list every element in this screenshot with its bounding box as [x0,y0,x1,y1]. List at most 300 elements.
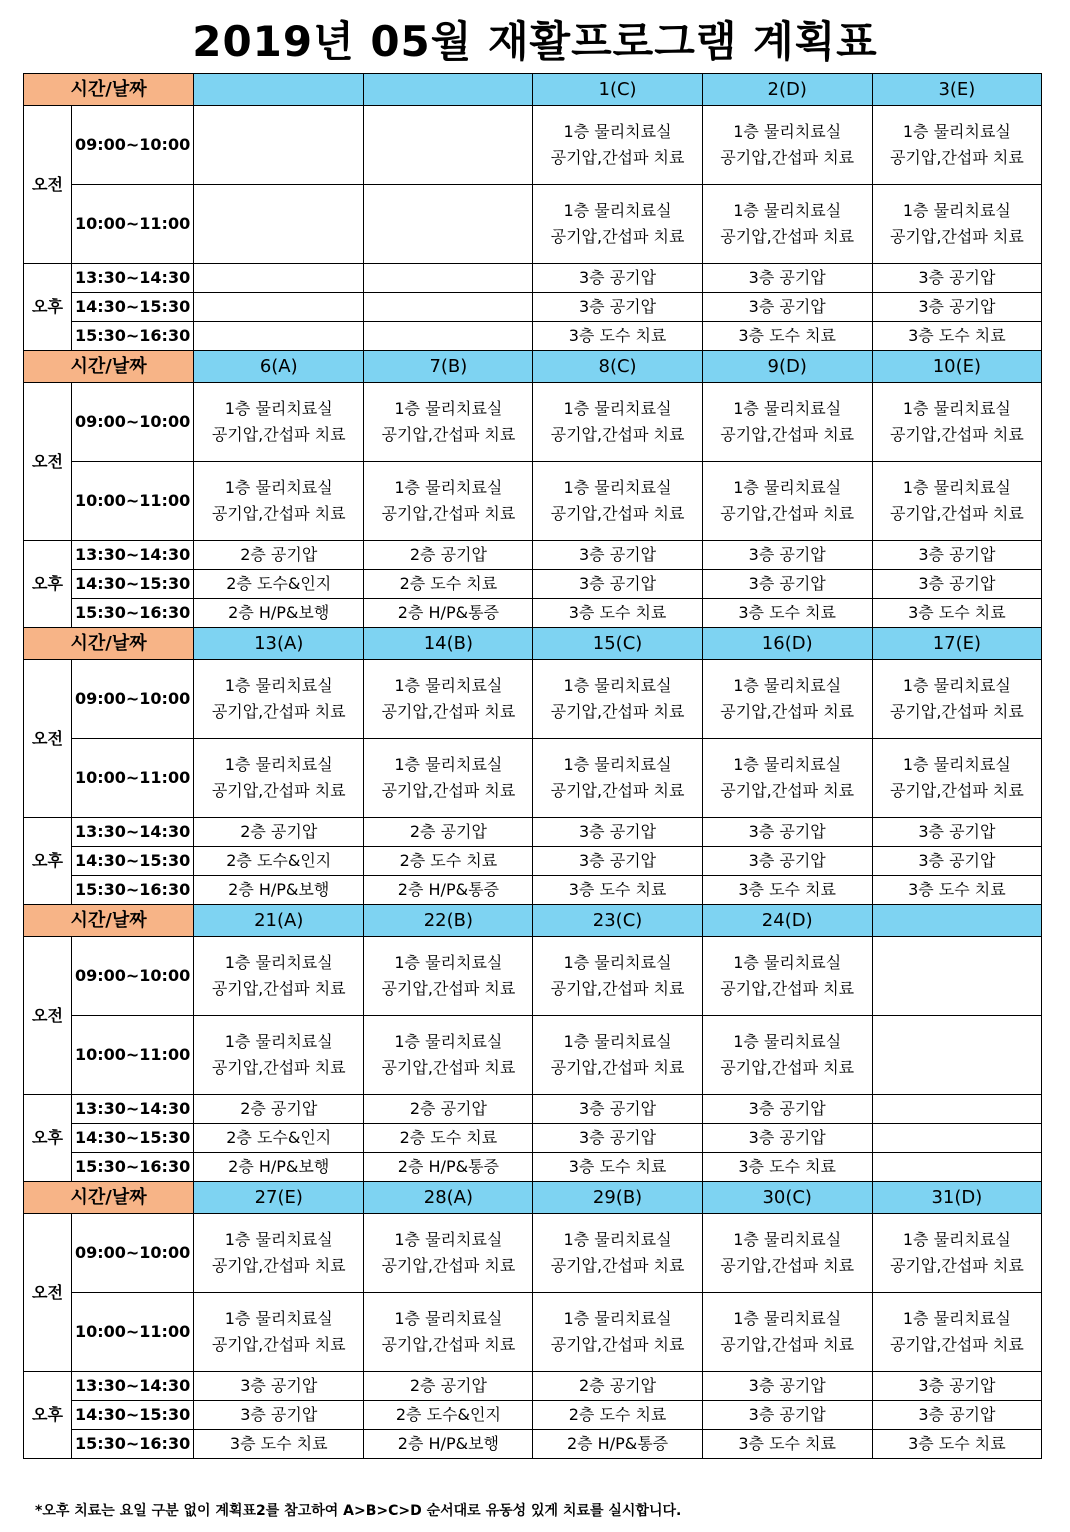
schedule-cell [533,185,702,264]
schedule-cell: 3층 도수 치료 [702,1430,872,1459]
week-header-row [24,1182,1042,1214]
slot-row [24,818,1042,847]
schedule-cell: 3층 공기압 [702,818,872,847]
room-label: 1층 물리치료실 [733,399,842,418]
date-cell: 28(A) [364,1182,533,1214]
schedule-cell: 3층 공기압 [872,1372,1041,1401]
slot-row [24,599,1042,628]
schedule-cell: 3층 도수 치료 [702,599,872,628]
schedule-cell [872,1153,1041,1182]
schedule-cell [702,739,872,818]
schedule-cell: 3층 공기압 [872,1401,1041,1430]
room-label: 1층 물리치료실 [733,755,842,774]
schedule-cell: 2층 H/P&통증 [364,599,533,628]
schedule-cell [364,937,533,1016]
slot-row [24,1016,1042,1095]
header-label: 시간/날짜 [24,74,194,106]
schedule-cell [533,1293,702,1372]
room-label: 1층 물리치료실 [224,478,333,497]
schedule-cell [872,660,1041,739]
treatment-label: 공기압,간섭파 치료 [381,1058,516,1077]
slot-row [24,185,1042,264]
treatment-label: 공기압,간섭파 치료 [889,702,1024,721]
date-cell: 1(C) [533,74,702,106]
header-label: 시간/날짜 [24,905,194,937]
period-pm-label: 오후 [24,1095,72,1182]
slot-row [24,847,1042,876]
time-cell: 10:00~11:00 [72,1016,194,1095]
room-label: 1층 물리치료실 [394,755,503,774]
schedule-cell: 3층 도수 치료 [194,1430,364,1459]
treatment-label: 공기압,간섭파 치료 [550,1335,685,1354]
slot-row [24,541,1042,570]
schedule-cell: 2층 도수 치료 [364,1124,533,1153]
room-label: 1층 물리치료실 [394,953,503,972]
slot-row [24,383,1042,462]
schedule-cell: 2층 H/P&보행 [194,876,364,905]
time-cell: 10:00~11:00 [72,185,194,264]
schedule-cell [533,739,702,818]
schedule-cell: 2층 도수&인지 [194,570,364,599]
treatment-label: 공기압,간섭파 치료 [720,425,855,444]
slot-row [24,1430,1042,1459]
header-label: 시간/날짜 [24,351,194,383]
slot-row [24,106,1042,185]
room-label: 1층 물리치료실 [733,1309,842,1328]
time-cell: 15:30~16:30 [72,599,194,628]
room-label: 1층 물리치료실 [902,122,1011,141]
schedule-cell [872,1095,1041,1124]
time-cell: 15:30~16:30 [72,1430,194,1459]
schedule-cell [872,1016,1041,1095]
room-label: 1층 물리치료실 [563,1032,672,1051]
schedule-cell [364,106,533,185]
schedule-cell [872,937,1041,1016]
week-header-row [24,905,1042,937]
time-cell: 13:30~14:30 [72,1095,194,1124]
schedule-cell [702,1214,872,1293]
schedule-cell [364,293,533,322]
slot-row [24,660,1042,739]
treatment-label: 공기압,간섭파 치료 [550,781,685,800]
slot-row [24,1153,1042,1182]
treatment-label: 공기압,간섭파 치료 [381,1256,516,1275]
date-cell: 14(B) [364,628,533,660]
schedule-cell [194,264,364,293]
schedule-cell: 3층 공기압 [702,1401,872,1430]
schedule-cell: 2층 공기압 [364,541,533,570]
time-cell: 10:00~11:00 [72,739,194,818]
room-label: 1층 물리치료실 [224,1032,333,1051]
treatment-label: 공기압,간섭파 치료 [720,781,855,800]
room-label: 1층 물리치료실 [902,676,1011,695]
schedule-cell [702,937,872,1016]
date-cell: 8(C) [533,351,702,383]
time-cell: 13:30~14:30 [72,264,194,293]
treatment-label: 공기압,간섭파 치료 [550,227,685,246]
week-header-row [24,628,1042,660]
treatment-label: 공기압,간섭파 치료 [889,425,1024,444]
date-cell: 16(D) [702,628,872,660]
date-cell: 3(E) [872,74,1041,106]
week-header-row [24,351,1042,383]
schedule-cell: 3층 공기압 [533,1124,702,1153]
schedule-cell [872,1214,1041,1293]
time-cell: 14:30~15:30 [72,1401,194,1430]
schedule-cell: 2층 공기압 [194,1095,364,1124]
slot-row [24,1401,1042,1430]
treatment-label: 공기압,간섭파 치료 [211,504,346,523]
schedule-cell: 3층 공기압 [702,847,872,876]
date-cell: 17(E) [872,628,1041,660]
date-cell: 22(B) [364,905,533,937]
schedule-cell [364,264,533,293]
time-cell: 14:30~15:30 [72,847,194,876]
treatment-label: 공기압,간섭파 치료 [381,702,516,721]
time-cell: 09:00~10:00 [72,1214,194,1293]
room-label: 1층 물리치료실 [563,201,672,220]
schedule-cell [872,1293,1041,1372]
schedule-cell: 3층 공기압 [872,847,1041,876]
date-cell: 23(C) [533,905,702,937]
schedule-cell: 3층 공기압 [702,264,872,293]
schedule-cell: 3층 공기압 [702,1124,872,1153]
period-am-label: 오전 [24,660,72,818]
slot-row [24,1124,1042,1153]
schedule-cell: 3층 공기압 [533,818,702,847]
date-cell: 6(A) [194,351,364,383]
schedule-cell [194,937,364,1016]
schedule-cell [702,462,872,541]
schedule-cell [702,383,872,462]
treatment-label: 공기압,간섭파 치료 [889,781,1024,800]
room-label: 1층 물리치료실 [733,953,842,972]
period-am-label: 오전 [24,937,72,1095]
treatment-label: 공기압,간섭파 치료 [211,1256,346,1275]
schedule-cell: 3층 공기압 [533,264,702,293]
treatment-label: 공기압,간섭파 치료 [381,1335,516,1354]
date-cell: 31(D) [872,1182,1041,1214]
treatment-label: 공기압,간섭파 치료 [381,425,516,444]
treatment-label: 공기압,간섭파 치료 [211,781,346,800]
date-cell: 29(B) [533,1182,702,1214]
schedule-cell [702,660,872,739]
schedule-cell [194,185,364,264]
schedule-cell: 3층 도수 치료 [872,599,1041,628]
schedule-cell: 3층 공기압 [872,570,1041,599]
period-am-label: 오전 [24,383,72,541]
schedule-cell: 2층 H/P&보행 [194,599,364,628]
schedule-cell [872,462,1041,541]
schedule-cell [364,1214,533,1293]
schedule-cell: 3층 공기압 [533,570,702,599]
schedule-cell [872,1124,1041,1153]
schedule-cell [194,383,364,462]
schedule-cell [533,462,702,541]
treatment-label: 공기압,간섭파 치료 [381,979,516,998]
treatment-label: 공기압,간섭파 치료 [720,1058,855,1077]
schedule-cell: 3층 공기압 [702,541,872,570]
treatment-label: 공기압,간섭파 치료 [720,1256,855,1275]
time-cell: 14:30~15:30 [72,1124,194,1153]
schedule-cell [194,1016,364,1095]
treatment-label: 공기압,간섭파 치료 [889,1335,1024,1354]
schedule-cell [702,106,872,185]
treatment-label: 공기압,간섭파 치료 [550,504,685,523]
room-label: 1층 물리치료실 [224,1309,333,1328]
date-cell: 15(C) [533,628,702,660]
date-cell: 9(D) [702,351,872,383]
room-label: 1층 물리치료실 [733,201,842,220]
date-cell: 2(D) [702,74,872,106]
room-label: 1층 물리치료실 [902,201,1011,220]
schedule-cell: 3층 도수 치료 [533,322,702,351]
treatment-label: 공기압,간섭파 치료 [720,227,855,246]
room-label: 1층 물리치료실 [394,399,503,418]
schedule-cell [194,106,364,185]
schedule-cell: 2층 공기압 [533,1372,702,1401]
room-label: 1층 물리치료실 [563,953,672,972]
schedule-cell [194,660,364,739]
date-cell: 24(D) [702,905,872,937]
period-pm-label: 오후 [24,264,72,351]
schedule-cell [194,322,364,351]
schedule-cell: 3층 도수 치료 [533,599,702,628]
period-am-label: 오전 [24,1214,72,1372]
schedule-cell: 2층 공기압 [364,1095,533,1124]
schedule-cell [194,462,364,541]
treatment-label: 공기압,간섭파 치료 [889,227,1024,246]
schedule-cell: 2층 도수 치료 [364,847,533,876]
slot-row [24,293,1042,322]
schedule-cell: 3층 공기압 [872,818,1041,847]
room-label: 1층 물리치료실 [394,1230,503,1249]
schedule-cell: 3층 도수 치료 [872,876,1041,905]
time-cell: 09:00~10:00 [72,937,194,1016]
schedule-cell: 3층 공기압 [702,293,872,322]
schedule-cell: 2층 도수&인지 [364,1401,533,1430]
treatment-label: 공기압,간섭파 치료 [720,148,855,167]
room-label: 1층 물리치료실 [563,478,672,497]
room-label: 1층 물리치료실 [563,122,672,141]
treatment-label: 공기압,간섭파 치료 [211,702,346,721]
period-pm-label: 오후 [24,1372,72,1459]
schedule-cell [364,1293,533,1372]
room-label: 1층 물리치료실 [394,676,503,695]
schedule-cell: 2층 공기압 [364,818,533,847]
slot-row [24,1214,1042,1293]
time-cell: 15:30~16:30 [72,322,194,351]
schedule-cell [364,462,533,541]
treatment-label: 공기압,간섭파 치료 [889,148,1024,167]
schedule-cell [872,185,1041,264]
treatment-label: 공기압,간섭파 치료 [550,979,685,998]
treatment-label: 공기압,간섭파 치료 [720,979,855,998]
room-label: 1층 물리치료실 [563,1309,672,1328]
week-header-row [24,74,1042,106]
schedule-cell: 3층 공기압 [872,541,1041,570]
schedule-cell [194,1293,364,1372]
treatment-label: 공기압,간섭파 치료 [550,1256,685,1275]
date-cell [364,74,533,106]
room-label: 1층 물리치료실 [733,1032,842,1051]
period-am-label: 오전 [24,106,72,264]
schedule-cell: 3층 공기압 [702,1095,872,1124]
room-label: 1층 물리치료실 [902,399,1011,418]
slot-row [24,1293,1042,1372]
room-label: 1층 물리치료실 [394,478,503,497]
room-label: 1층 물리치료실 [224,1230,333,1249]
room-label: 1층 물리치료실 [394,1032,503,1051]
slot-row [24,1095,1042,1124]
schedule-cell: 3층 공기압 [533,1095,702,1124]
footnote: *오후 치료는 요일 구분 없이 계획표2를 참고하여 A>B>C>D 순서대로 유동성 있게 치료를 실시합니다. [35,1503,682,1519]
time-cell: 14:30~15:30 [72,293,194,322]
room-label: 1층 물리치료실 [733,478,842,497]
schedule-cell [533,660,702,739]
schedule-cell: 3층 도수 치료 [872,322,1041,351]
date-cell [194,74,364,106]
slot-row [24,264,1042,293]
treatment-label: 공기압,간섭파 치료 [889,504,1024,523]
header-label: 시간/날짜 [24,628,194,660]
slot-row [24,739,1042,818]
room-label: 1층 물리치료실 [224,755,333,774]
schedule-cell [194,1214,364,1293]
room-label: 1층 물리치료실 [902,1230,1011,1249]
date-cell: 7(B) [364,351,533,383]
schedule-cell [872,383,1041,462]
schedule-cell [364,739,533,818]
schedule-cell: 3층 도수 치료 [533,1153,702,1182]
room-label: 1층 물리치료실 [563,755,672,774]
room-label: 1층 물리치료실 [733,1230,842,1249]
schedule-cell: 2층 H/P&통증 [364,876,533,905]
time-cell: 09:00~10:00 [72,660,194,739]
slot-row [24,570,1042,599]
schedule-cell: 3층 공기압 [872,264,1041,293]
treatment-label: 공기압,간섭파 치료 [211,1335,346,1354]
schedule-cell: 3층 도수 치료 [533,876,702,905]
schedule-cell: 2층 도수 치료 [364,570,533,599]
schedule-cell [364,185,533,264]
schedule-cell [533,383,702,462]
time-cell: 14:30~15:30 [72,570,194,599]
room-label: 1층 물리치료실 [902,478,1011,497]
time-cell: 13:30~14:30 [72,541,194,570]
schedule-cell: 2층 H/P&보행 [364,1430,533,1459]
schedule-cell [702,1016,872,1095]
schedule-cell: 3층 공기압 [702,570,872,599]
header-label: 시간/날짜 [24,1182,194,1214]
slot-row [24,1372,1042,1401]
schedule-cell: 2층 도수 치료 [533,1401,702,1430]
date-cell: 30(C) [702,1182,872,1214]
room-label: 1층 물리치료실 [394,1309,503,1328]
room-label: 1층 물리치료실 [224,953,333,972]
treatment-label: 공기압,간섭파 치료 [550,425,685,444]
date-cell: 21(A) [194,905,364,937]
schedule-cell [194,293,364,322]
room-label: 1층 물리치료실 [733,122,842,141]
schedule-cell [872,106,1041,185]
treatment-label: 공기압,간섭파 치료 [550,702,685,721]
treatment-label: 공기압,간섭파 치료 [211,1058,346,1077]
period-pm-label: 오후 [24,818,72,905]
treatment-label: 공기압,간섭파 치료 [720,702,855,721]
room-label: 1층 물리치료실 [224,399,333,418]
schedule-cell: 3층 공기압 [194,1372,364,1401]
room-label: 1층 물리치료실 [224,676,333,695]
schedule-cell [194,739,364,818]
room-label: 1층 물리치료실 [733,676,842,695]
date-cell: 27(E) [194,1182,364,1214]
time-cell: 09:00~10:00 [72,383,194,462]
time-cell: 13:30~14:30 [72,1372,194,1401]
date-cell: 10(E) [872,351,1041,383]
schedule-cell: 3층 공기압 [533,541,702,570]
treatment-label: 공기압,간섭파 치료 [211,425,346,444]
schedule-cell: 2층 공기압 [364,1372,533,1401]
treatment-label: 공기압,간섭파 치료 [381,781,516,800]
room-label: 1층 물리치료실 [563,399,672,418]
room-label: 1층 물리치료실 [902,1309,1011,1328]
schedule-cell: 3층 공기압 [533,293,702,322]
room-label: 1층 물리치료실 [563,676,672,695]
schedule-cell: 3층 공기압 [194,1401,364,1430]
schedule-cell [533,937,702,1016]
schedule-table [23,73,1042,1459]
room-label: 1층 물리치료실 [902,755,1011,774]
schedule-cell [702,1293,872,1372]
time-cell: 13:30~14:30 [72,818,194,847]
schedule-cell: 2층 도수&인지 [194,847,364,876]
date-cell [872,905,1041,937]
schedule-cell: 3층 공기압 [702,1372,872,1401]
date-cell: 13(A) [194,628,364,660]
schedule-cell [533,1214,702,1293]
schedule-cell [364,660,533,739]
time-cell: 10:00~11:00 [72,1293,194,1372]
room-label: 1층 물리치료실 [563,1230,672,1249]
schedule-cell: 2층 공기압 [194,541,364,570]
slot-row [24,462,1042,541]
schedule-cell: 3층 도수 치료 [702,1153,872,1182]
treatment-label: 공기압,간섭파 치료 [720,1335,855,1354]
schedule-cell: 3층 도수 치료 [702,322,872,351]
schedule-cell: 2층 도수&인지 [194,1124,364,1153]
schedule-cell [364,383,533,462]
treatment-label: 공기압,간섭파 치료 [550,1058,685,1077]
treatment-label: 공기압,간섭파 치료 [381,504,516,523]
time-cell: 15:30~16:30 [72,1153,194,1182]
schedule-cell: 3층 공기압 [872,293,1041,322]
treatment-label: 공기압,간섭파 치료 [550,148,685,167]
treatment-label: 공기압,간섭파 치료 [720,504,855,523]
treatment-label: 공기압,간섭파 치료 [889,1256,1024,1275]
slot-row [24,937,1042,1016]
schedule-cell [364,1016,533,1095]
schedule-cell [364,322,533,351]
schedule-cell: 3층 도수 치료 [702,876,872,905]
schedule-cell: 3층 공기압 [533,847,702,876]
schedule-cell [533,1016,702,1095]
schedule-cell [533,106,702,185]
page-title: 2019년 05월 재활프로그램 계획표 [192,17,878,66]
schedule-cell: 2층 H/P&보행 [194,1153,364,1182]
time-cell: 15:30~16:30 [72,876,194,905]
schedule-cell: 2층 공기압 [194,818,364,847]
